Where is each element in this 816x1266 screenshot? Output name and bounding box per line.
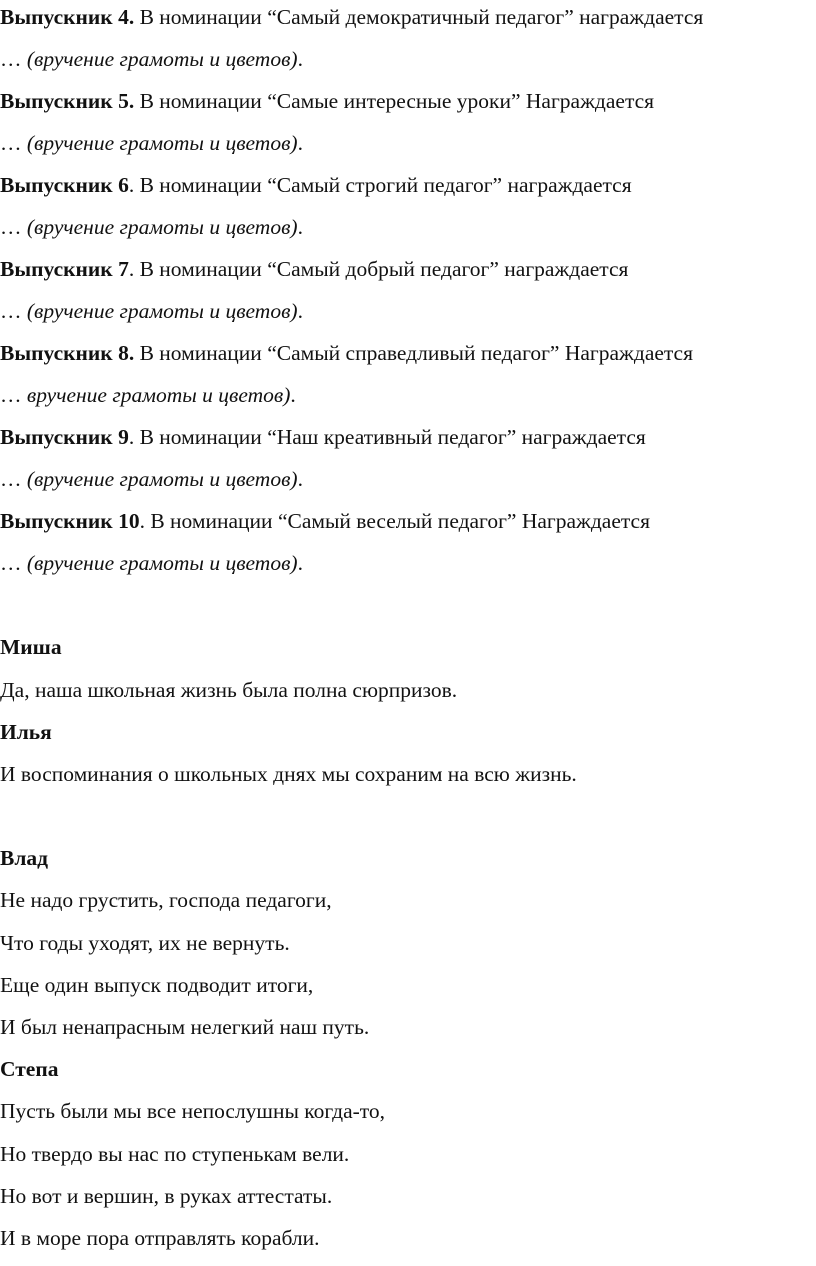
speaker-name: Влад bbox=[0, 846, 49, 870]
nomination-text: В номинации “Самый справедливый педагог” Награждается bbox=[134, 341, 693, 365]
award-action: (вручение грамоты и цветов) bbox=[21, 551, 298, 575]
ellipsis: … bbox=[0, 215, 22, 239]
award-action: (вручение грамоты и цветов) bbox=[21, 131, 298, 155]
speaker-name: Миша bbox=[0, 635, 62, 659]
period: . bbox=[290, 383, 296, 407]
ellipsis: … bbox=[0, 383, 22, 407]
graduate-label: Выпускник 4. bbox=[0, 5, 135, 29]
award-line bbox=[0, 508, 650, 534]
poem-line: И в море пора отправлять корабли. bbox=[0, 1226, 320, 1250]
award-action-line bbox=[0, 550, 303, 576]
poem-line: Но вот и вершин, в руках аттестаты. bbox=[0, 1184, 333, 1208]
graduate-label: Выпускник 9 bbox=[0, 425, 129, 449]
award-line bbox=[0, 172, 632, 198]
graduate-label: Выпускник 10 bbox=[0, 509, 140, 533]
ellipsis: … bbox=[0, 467, 22, 491]
award-action: (вручение грамоты и цветов) bbox=[21, 299, 298, 323]
period: . bbox=[297, 215, 303, 239]
award-action-line bbox=[0, 130, 303, 156]
poem-line: Не надо грустить, господа педагоги, bbox=[0, 888, 332, 912]
speech-line: И воспоминания о школьных днях мы сохраним на всю жизнь. bbox=[0, 762, 577, 786]
award-line bbox=[0, 88, 654, 114]
poem-line: Еще один выпуск подводит итоги, bbox=[0, 973, 314, 997]
ellipsis: … bbox=[0, 131, 22, 155]
period: . bbox=[297, 47, 303, 71]
award-action: (вручение грамоты и цветов) bbox=[21, 47, 298, 71]
poem-line: И был ненапрасным нелегкий наш путь. bbox=[0, 1015, 370, 1039]
graduate-label: Выпускник 6 bbox=[0, 173, 129, 197]
award-action-line bbox=[0, 382, 296, 408]
graduate-label: Выпускник 5. bbox=[0, 89, 135, 113]
ellipsis: … bbox=[0, 47, 22, 71]
poem-line: Пусть были мы все непослушны когда-то, bbox=[0, 1099, 386, 1123]
speaker-name: Степа bbox=[0, 1057, 59, 1081]
nomination-text: . В номинации “Самый строгий педагог” награждается bbox=[128, 173, 632, 197]
nomination-text: . В номинации “Наш креативный педагог” награждается bbox=[128, 425, 646, 449]
graduate-label: Выпускник 7 bbox=[0, 257, 129, 281]
award-action-line bbox=[0, 466, 303, 492]
period: . bbox=[297, 551, 303, 575]
graduate-label: Выпускник 8. bbox=[0, 341, 135, 365]
ellipsis: … bbox=[0, 551, 22, 575]
speaker-name: Илья bbox=[0, 720, 52, 744]
award-action-line bbox=[0, 298, 303, 324]
poem-line: Что годы уходят, их не вернуть. bbox=[0, 931, 290, 955]
period: . bbox=[297, 299, 303, 323]
award-line bbox=[0, 340, 693, 366]
speech-line: Да, наша школьная жизнь была полна сюрпризов. bbox=[0, 678, 458, 702]
poem-line: Но твердо вы нас по ступенькам вели. bbox=[0, 1142, 350, 1166]
nomination-text: В номинации “Самые интересные уроки” Награждается bbox=[134, 89, 655, 113]
nomination-text: . В номинации “Самый веселый педагог” Награждается bbox=[139, 509, 650, 533]
award-line bbox=[0, 424, 646, 450]
award-action-line bbox=[0, 46, 303, 72]
award-action-line bbox=[0, 214, 303, 240]
award-action: (вручение грамоты и цветов) bbox=[21, 467, 298, 491]
nomination-text: . В номинации “Самый добрый педагог” награждается bbox=[128, 257, 629, 281]
period: . bbox=[297, 467, 303, 491]
award-action: вручение грамоты и цветов) bbox=[21, 383, 291, 407]
award-line bbox=[0, 4, 703, 30]
award-action: (вручение грамоты и цветов) bbox=[21, 215, 298, 239]
period: . bbox=[297, 131, 303, 155]
ellipsis: … bbox=[0, 299, 22, 323]
nomination-text: В номинации “Самый демократичный педагог” награждается bbox=[134, 5, 704, 29]
award-line bbox=[0, 256, 628, 282]
